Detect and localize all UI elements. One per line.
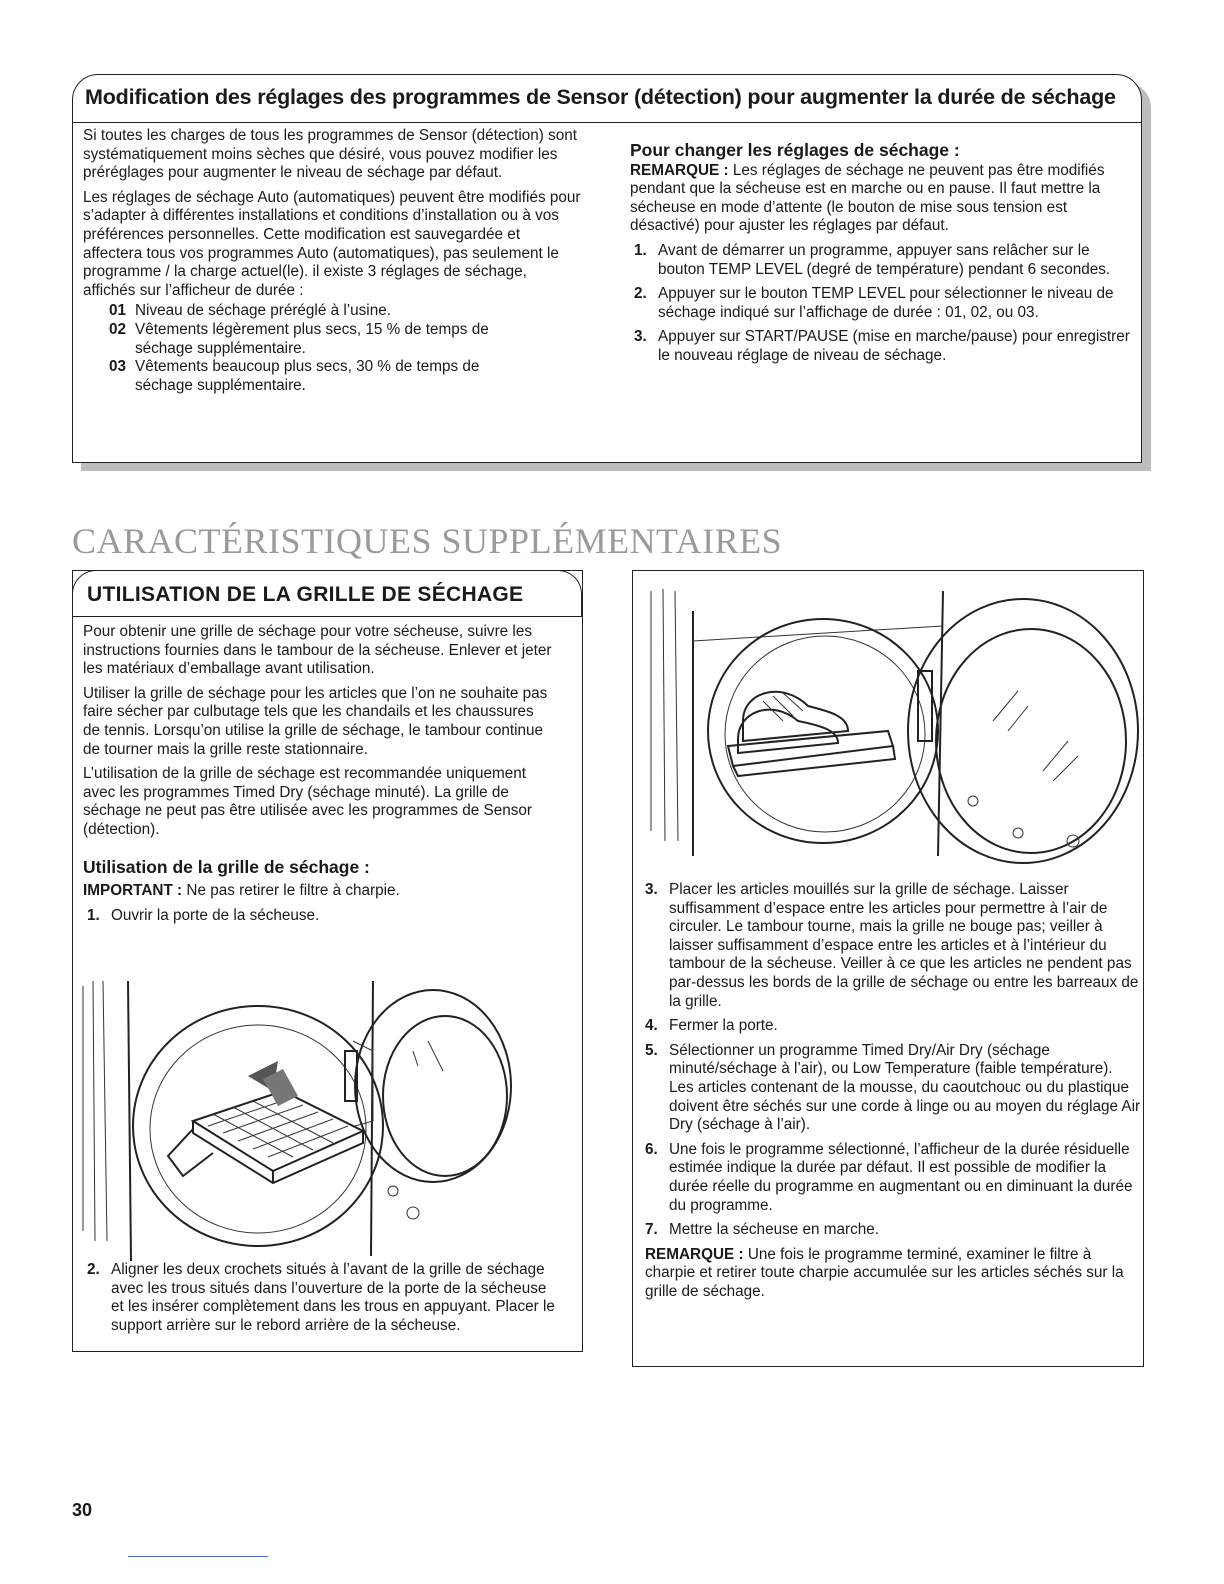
step-number: 5. — [645, 1041, 658, 1059]
instruction-step — [83, 907, 553, 926]
note-text: Une fois le programme terminé, examiner le filtre à charpie et retirer toute charpie accumulée sur les articles séchés sur la grille de séchage. — [645, 1245, 1124, 1300]
step-number: 1. — [87, 906, 100, 924]
instruction-step — [641, 1221, 1141, 1240]
dry-level-text: Vêtements légèrement plus secs, 15 % de temps de séchage supplémentaire. — [135, 320, 489, 357]
instruction-step — [83, 1261, 563, 1335]
drying-rack-title: UTILISATION DE LA GRILLE DE SÉCHAGE — [87, 583, 524, 606]
step-number: 6. — [645, 1140, 658, 1158]
drying-rack-steps-continued — [641, 881, 1141, 1307]
step-text: Appuyer sur le bouton TEMP LEVEL pour sélectionner le niveau de séchage indiqué sur l’affichage de durée : 01, 02, ou 03. — [658, 285, 1114, 321]
dry-level-item — [109, 358, 583, 395]
dry-level-text: Vêtements beaucoup plus secs, 30 % de temps de séchage supplémentaire. — [135, 358, 480, 394]
instruction-step — [641, 881, 1141, 1011]
step-number: 4. — [645, 1017, 658, 1035]
instruction-step — [630, 285, 1130, 322]
title-divider — [73, 122, 1141, 123]
instruction-step — [630, 242, 1130, 279]
dry-level-item — [109, 302, 583, 321]
footer-rule — [128, 1556, 268, 1557]
step-number: 7. — [645, 1221, 658, 1239]
change-settings-instructions — [630, 141, 1130, 372]
step-text: Placer les articles mouillés sur la grille de séchage. Laisser suffisamment d’espace entre les articles pour permettre à l’air de circuler. Le tambour tourne, mais la grille ne bouge pas; veiller à laisser suffisamment d’espace entre les articles et à l’intérieur du tambour de la sécheuse. Veiller à ce que les articles ne pendent pas par-dessus les bords de la grille de séchage ou entre les barreaux de la grille. — [669, 881, 1139, 1010]
step-text: Mettre la sécheuse en marche. — [669, 1221, 880, 1239]
note — [641, 1246, 1141, 1302]
drying-rack-step2 — [83, 1261, 563, 1341]
rack-paragraph: L’utilisation de la grille de séchage est recommandée uniquement avec les programmes Timed Dry (séchage minuté). La grille de séchage ne peut pas être utilisée avec les programmes de Sensor (détection). — [83, 765, 532, 838]
note-label: REMARQUE : — [645, 1245, 744, 1263]
note — [630, 162, 1130, 236]
rack-paragraph: Pour obtenir une grille de séchage pour votre sécheuse, suivre les instructions fournies dans le tambour de la sécheuse. Enlever et jeter les matériaux d’emballage avant utilisation. — [83, 623, 552, 678]
page-number: 30 — [72, 1500, 93, 1520]
dry-level-code: 02 — [109, 320, 127, 338]
important-note — [83, 882, 553, 901]
step-text: Aligner les deux crochets situés à l’avant de la grille de séchage avec les trous situés dans l’ouverture de la porte de la sécheuse et les insérer complètement dans les trous en appuyant. Placer le support arrière sur le rebord arrière de la sécheuse. — [111, 1261, 555, 1334]
rack-with-shoes-illustration — [633, 571, 1143, 871]
step-text: Avant de démarrer un programme, appuyer sans relâcher sur le bouton TEMP LEVEL (degré de température) pendant 6 secondes. — [658, 241, 1111, 278]
instruction-step — [641, 1141, 1141, 1215]
dryer-open-door-rack-illustration — [73, 981, 580, 1261]
dry-level-text: Niveau de séchage préréglé à l’usine. — [135, 302, 391, 320]
note-label: REMARQUE : — [630, 161, 729, 179]
important-text: Ne pas retirer le filtre à charpie. — [182, 882, 400, 900]
step-number: 2. — [87, 1261, 100, 1278]
title-divider — [73, 616, 582, 617]
dry-level-code: 03 — [109, 358, 127, 376]
rack-paragraph: Utiliser la grille de séchage pour les articles que l’on ne souhaite pas faire sécher par culbutage tels que les chandails et les chaussures de tennis. Lorsqu’on utilise la grille de séchage, le tambour continue de tourner mais la grille reste stationnaire. — [83, 684, 548, 758]
intro-paragraph: Les réglages de séchage Auto (automatiques) peuvent être modifiés pour s’adapter à différentes installations et conditions d’installation ou à vos préférences personnelles. Cette modification est sauvegardée et affectera tous vos programmes Auto (automatiques), pas seulement le programme / la charge actuel(le). il existe 3 réglages de séchage, affichés sur l’afficheur de durée : — [83, 188, 581, 299]
drying-rack-text — [83, 623, 553, 931]
instruction-step — [641, 1042, 1141, 1135]
intro-paragraph: Si toutes les charges de tous les programmes de Sensor (détection) sont systématiquement moins sèches que désiré, vous pouvez modifier les préréglages pour augmenter le niveau de séchage par défaut. — [83, 127, 578, 182]
change-settings-heading: Pour changer les réglages de séchage : — [630, 140, 960, 160]
step-text: Ouvrir la porte de la sécheuse. — [111, 906, 320, 924]
drying-rack-box — [72, 570, 583, 1352]
step-number: 2. — [634, 285, 647, 303]
step-number: 1. — [634, 241, 647, 259]
rack-usage-heading: Utilisation de la grille de séchage : — [83, 856, 370, 877]
drying-rack-title-tab — [72, 570, 582, 617]
step-text: Appuyer sur START/PAUSE (mise en marche/pause) pour enregistrer le nouveau réglage de niveau de séchage. — [658, 328, 1130, 364]
step-text: Sélectionner un programme Timed Dry/Air Dry (séchage minuté/séchage à l’air), ou Low Temperature (faible température). Les articles contenant de la mousse, du caoutchouc ou du plastique doivent être séchés sur une corde à linge ou au moyen du réglage Air Dry (séchage à l’air). — [669, 1041, 1141, 1134]
instruction-step — [641, 1017, 1141, 1036]
dry-level-settings-title: Modification des réglages des programmes de Sensor (détection) pour augmenter la durée de séchage — [85, 85, 1116, 109]
drying-rack-continued-box — [632, 570, 1144, 1367]
dry-level-code: 01 — [109, 302, 127, 320]
section-title: CARACTÉRISTIQUES SUPPLÉMENTAIRES — [72, 521, 783, 561]
step-text: Fermer la porte. — [669, 1017, 778, 1035]
instruction-step — [630, 328, 1130, 365]
dry-level-intro — [83, 127, 583, 395]
step-text: Une fois le programme sélectionné, l’afficheur de la durée résiduelle estimée indique la durée par défaut. Il est possible de modifier la durée réelle du programme en augmentant ou en diminuant la durée du programme. — [669, 1140, 1133, 1214]
step-number: 3. — [645, 881, 658, 898]
dry-level-item — [109, 321, 583, 358]
important-label: IMPORTANT : — [83, 882, 183, 900]
step-number: 3. — [634, 328, 647, 346]
note-text: Les réglages de séchage ne peuvent pas être modifiés pendant que la sécheuse est en marche ou en pause. Il faut mettre la sécheuse en mode d’attente (le bouton de mise sous tension est désactivé) pour ajuster les réglages par défaut. — [630, 161, 1105, 235]
dry-level-settings-box — [72, 74, 1142, 463]
